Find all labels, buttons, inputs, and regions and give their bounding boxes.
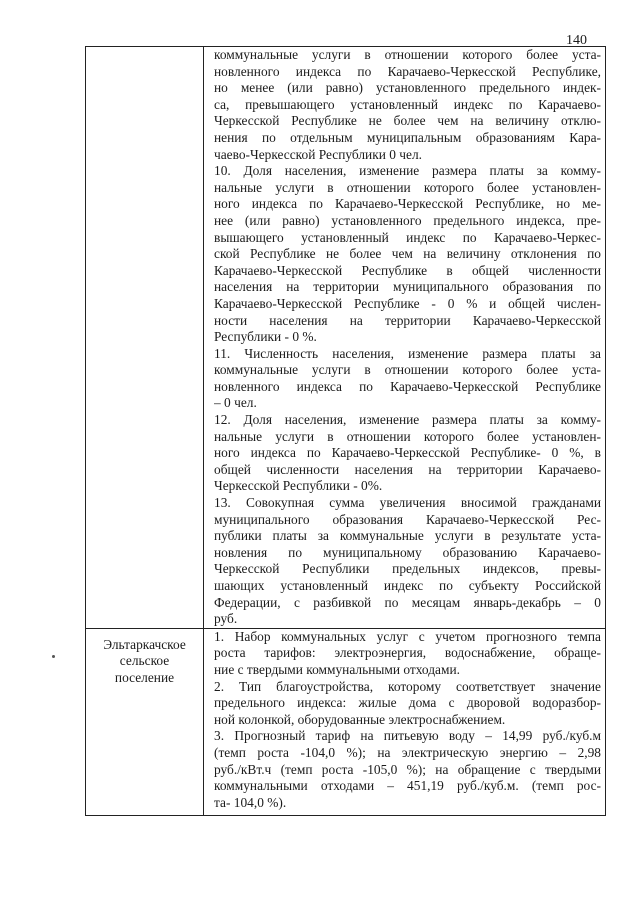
- text-line: нения по отдельным муниципальным образованиям Кара-: [214, 129, 601, 145]
- text-line: нальные услуги в отношении которого более установлен-: [214, 179, 601, 195]
- text-line: ской Республике не более чем на величину отклонения по: [214, 246, 601, 262]
- text-line: руб.: [214, 611, 238, 627]
- table-row: [86, 47, 606, 629]
- municipality-cell: [86, 628, 204, 816]
- municipality-name-line: поселение: [114, 669, 175, 685]
- text-line: коммунальные услуги в отношении которого более уста-: [214, 47, 601, 62]
- text-line: муниципального образования Карачаево-Черкесской Рес-: [214, 511, 601, 527]
- description-text: [204, 47, 605, 628]
- page-number: 140: [566, 33, 587, 48]
- text-line: ние с твердыми коммунальными отходами.: [214, 661, 460, 677]
- municipality-name-line: Эльтаркачское: [103, 636, 186, 652]
- text-line: новленного индекса по Карачаево-Черкесской Республике: [214, 378, 601, 394]
- table-row: [86, 628, 606, 816]
- text-line: коммунальными отходами – 451,19 руб./куб.м. (темп рос-: [214, 778, 601, 794]
- text-line: 1. Набор коммунальных услуг с учетом прогнозного темпа: [214, 628, 601, 644]
- text-line: Федерации, с разбивкой по месяцам январь-декабрь – 0: [214, 594, 601, 610]
- text-line: новленного индекса по Карачаево-Черкесской Республике,: [214, 63, 601, 79]
- text-line: общей численности населения на территории Карачаево-: [214, 461, 601, 477]
- text-line: нее (или равно) установленного предельного индекса, пре-: [214, 212, 601, 228]
- text-line: 13. Совокупная сумма увеличения вносимой гражданами: [214, 495, 601, 511]
- text-line: чаево-Черкесской Республики 0 чел.: [214, 146, 422, 162]
- text-line: Черкесской Республики - 0%.: [214, 478, 383, 494]
- text-line: са, превышающего установленный индекс по Карачаево-: [214, 96, 601, 112]
- text-line: нальные услуги в отношении которого более установлен-: [214, 428, 601, 444]
- text-line: новления по муниципальному образованию Карачаево-: [214, 544, 601, 560]
- text-line: Республики - 0 %.: [214, 329, 317, 345]
- text-line: 2. Тип благоустройства, которому соответствует значение: [214, 678, 601, 694]
- description-cell: [204, 628, 606, 816]
- description-cell: [204, 47, 606, 629]
- text-line: Карачаево-Черкесской Республике в общей численности: [214, 262, 601, 278]
- text-line: ности населения на территории Карачаево-Черкесской: [214, 312, 601, 328]
- text-line: коммунальные услуги в отношении которого более уста-: [214, 362, 601, 378]
- text-line: публики платы за коммунальные услуги в результате уста-: [214, 528, 601, 544]
- text-line: 10. Доля населения, изменение размера платы за комму-: [214, 163, 601, 179]
- text-line: но менее (или равно) установленного предельного индек-: [214, 80, 601, 96]
- municipality-name: [86, 629, 203, 687]
- text-line: 3. Прогнозный тариф на питьевую воду – 14,99 руб./куб.м: [214, 728, 601, 744]
- text-line: Черкесской Республике не более чем на величину отклю-: [214, 113, 601, 129]
- text-line: предельного индекса: жилые дома с дворовой водоразбор-: [214, 695, 601, 711]
- text-line: та- 104,0 %).: [214, 794, 287, 810]
- text-line: населения на территории муниципального образования по: [214, 279, 601, 295]
- text-line: (темп роста -104,0 %); на электрическую энергию – 2,98: [214, 744, 601, 760]
- municipality-name-line: сельское: [119, 653, 170, 669]
- document-table: [85, 46, 606, 816]
- text-line: шающих установленный индекс по субъекту Российской: [214, 578, 601, 593]
- text-line: 11. Численность населения, изменение размера платы за: [214, 345, 601, 361]
- text-line: роста тарифов: электроэнергия, водоснабжение, обраще-: [214, 645, 601, 661]
- description-text: [204, 629, 605, 816]
- stray-mark: [52, 655, 55, 658]
- text-line: руб./кВт.ч (темп роста -105,0 %); на обращение с твердыми: [214, 761, 601, 777]
- text-line: ной колонкой, оборудованные электроснабжением.: [214, 711, 506, 727]
- text-line: 12. Доля населения, изменение размера платы за комму-: [214, 412, 601, 428]
- text-line: вышающего установленный индекс по Карачаево-Черкес-: [214, 229, 601, 245]
- text-line: ного индекса по Карачаево-Черкесской Республике- 0 %, в: [214, 445, 601, 461]
- municipality-cell: [86, 47, 204, 629]
- text-line: – 0 чел.: [214, 395, 257, 411]
- text-line: ного индекса по Карачаево-Черкесской Республике, но ме-: [214, 196, 601, 212]
- text-line: Черкесской Республики предельных индексов, превы-: [214, 561, 601, 577]
- text-line: Карачаево-Черкесской Республике - 0 % и общей числен-: [214, 295, 601, 311]
